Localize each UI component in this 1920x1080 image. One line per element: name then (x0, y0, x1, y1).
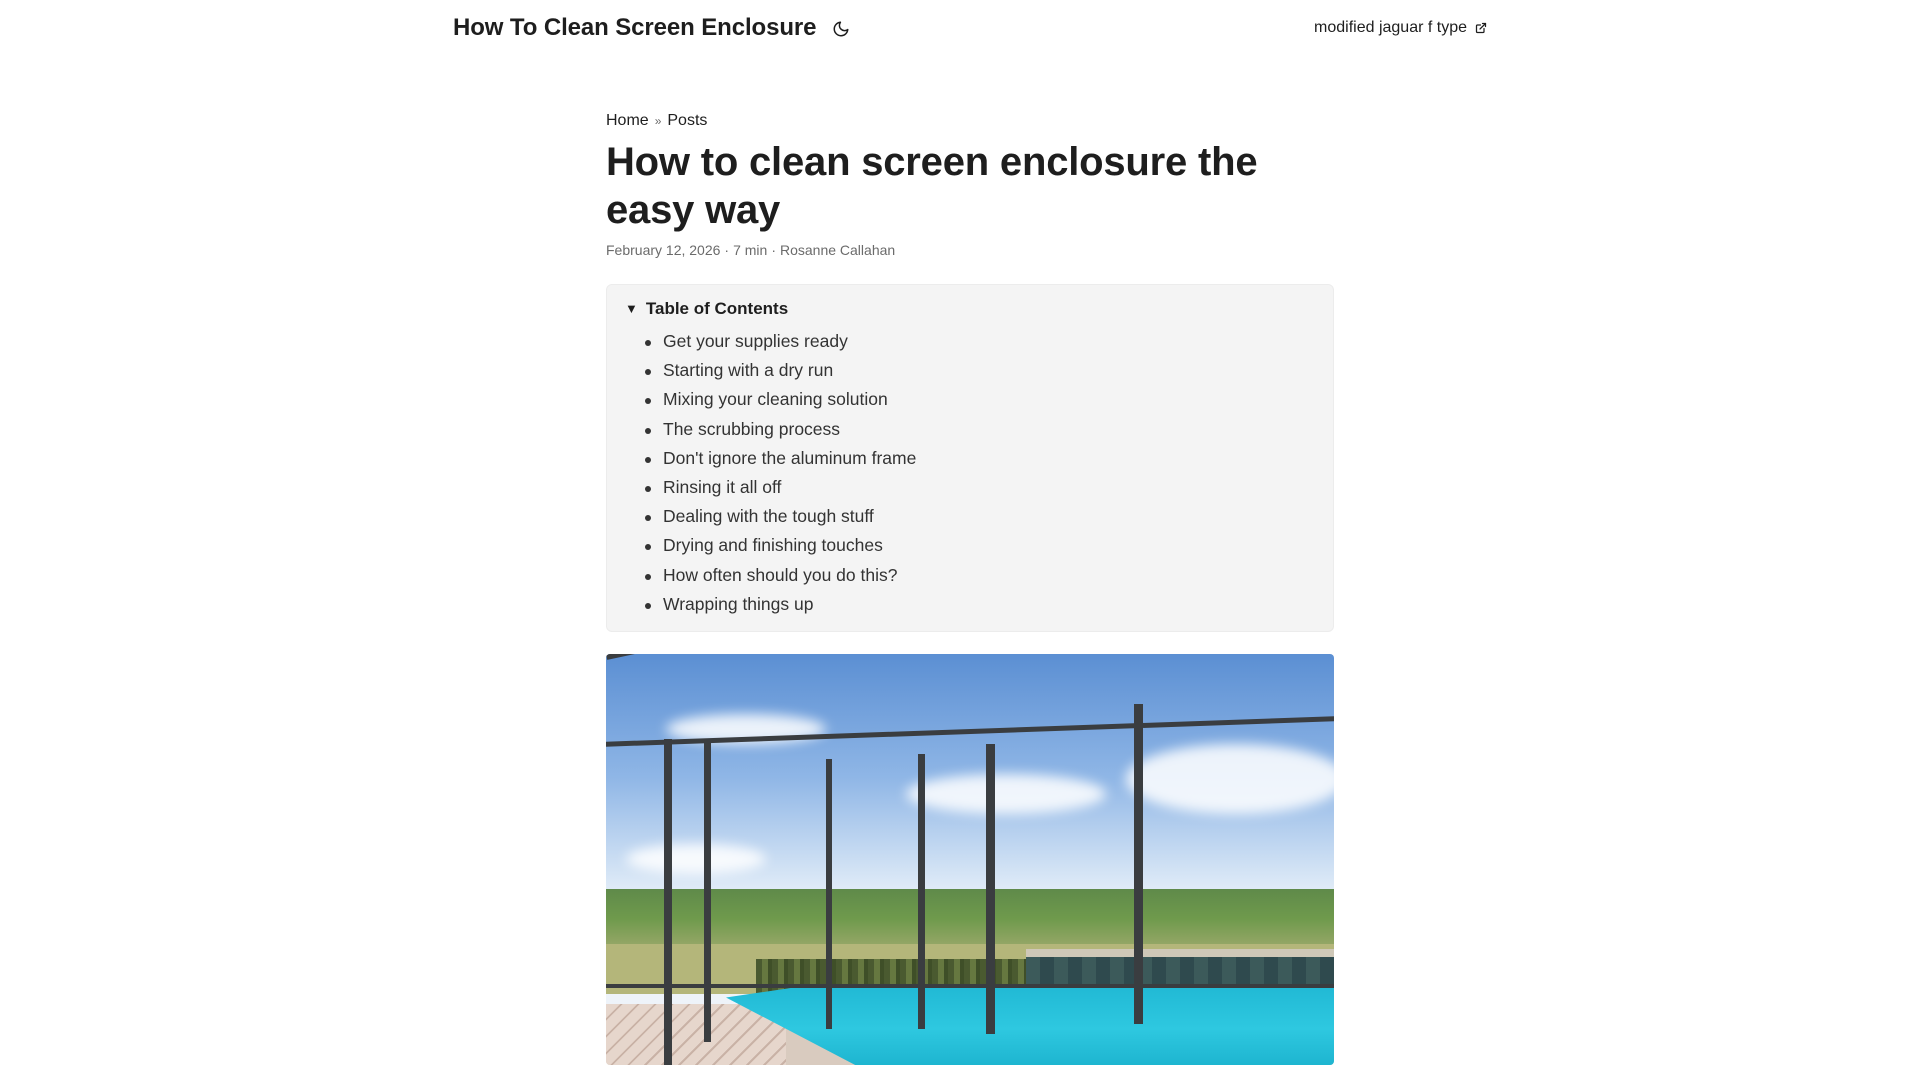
toc-link-wrapping-up[interactable]: Wrapping things up (663, 593, 814, 614)
toc-item (645, 561, 1315, 590)
meta-separator: · (724, 242, 730, 258)
meta-separator: · (771, 242, 776, 258)
toc-link-rinsing[interactable]: Rinsing it all off (663, 477, 782, 498)
table-of-contents (606, 284, 1334, 632)
site-header (0, 0, 1920, 60)
toc-list (625, 327, 1315, 619)
toc-item (645, 502, 1315, 531)
toc-link-how-often[interactable]: How often should you do this? (663, 564, 898, 585)
breadcrumb-home[interactable]: Home (606, 112, 649, 129)
toc-link-drying[interactable]: Drying and finishing touches (663, 535, 883, 556)
hero-frame-beam (664, 739, 672, 1065)
toc-link-mixing[interactable]: Mixing your cleaning solution (663, 389, 888, 410)
toc-link-dry-run[interactable]: Starting with a dry run (663, 360, 834, 381)
toc-item (645, 356, 1315, 385)
toc-link-supplies[interactable]: Get your supplies ready (663, 331, 848, 351)
hero-cloud (626, 844, 766, 874)
external-link-jaguar[interactable] (1314, 19, 1487, 37)
breadcrumb-separator: » (654, 114, 662, 128)
breadcrumb-posts[interactable]: Posts (667, 112, 708, 129)
toc-item (645, 385, 1315, 414)
toc-item (645, 327, 1315, 356)
hero-cloud (906, 774, 1106, 814)
toc-item (645, 473, 1315, 502)
hero-cloud (1126, 744, 1334, 814)
toc-toggle[interactable] (625, 295, 1315, 323)
theme-toggle-button[interactable] (830, 18, 852, 40)
hero-frame-beam (704, 742, 711, 1042)
hero-frame-beam (1134, 704, 1143, 1024)
logo-area (453, 14, 852, 42)
moon-icon (832, 20, 850, 38)
toc-link-aluminum-frame[interactable]: Don't ignore the aluminum frame (663, 447, 917, 468)
post-author: Rosanne Callahan (779, 242, 896, 258)
external-link-label: modified jaguar f type (1314, 19, 1467, 36)
toc-item (645, 444, 1315, 473)
page-title: How to clean screen enclosure the easy way (606, 140, 1258, 232)
hero-frame-beam (606, 984, 1334, 988)
breadcrumb (606, 110, 1334, 132)
toc-item (645, 531, 1315, 560)
triangle-down-icon: ▼ (625, 301, 638, 316)
hero-frame-beam (986, 744, 995, 1034)
toc-title: Table of Contents (645, 299, 789, 318)
toc-item (645, 590, 1315, 619)
post-main (606, 110, 1334, 632)
hero-frame-beam (826, 759, 832, 1029)
post-meta (606, 242, 1334, 262)
post-read-time: 7 min (733, 242, 768, 258)
toc-link-scrubbing[interactable]: The scrubbing process (663, 418, 841, 439)
toc-item (645, 415, 1315, 444)
toc-link-tough-stuff[interactable]: Dealing with the tough stuff (663, 506, 874, 527)
site-title-link[interactable]: How To Clean Screen Enclosure (453, 14, 817, 41)
content-preview (606, 1076, 1334, 1080)
post-date: February 12, 2026 (606, 242, 721, 258)
hero-trees (606, 889, 1334, 949)
hero-image (606, 654, 1334, 1065)
external-link-icon (1475, 22, 1487, 34)
